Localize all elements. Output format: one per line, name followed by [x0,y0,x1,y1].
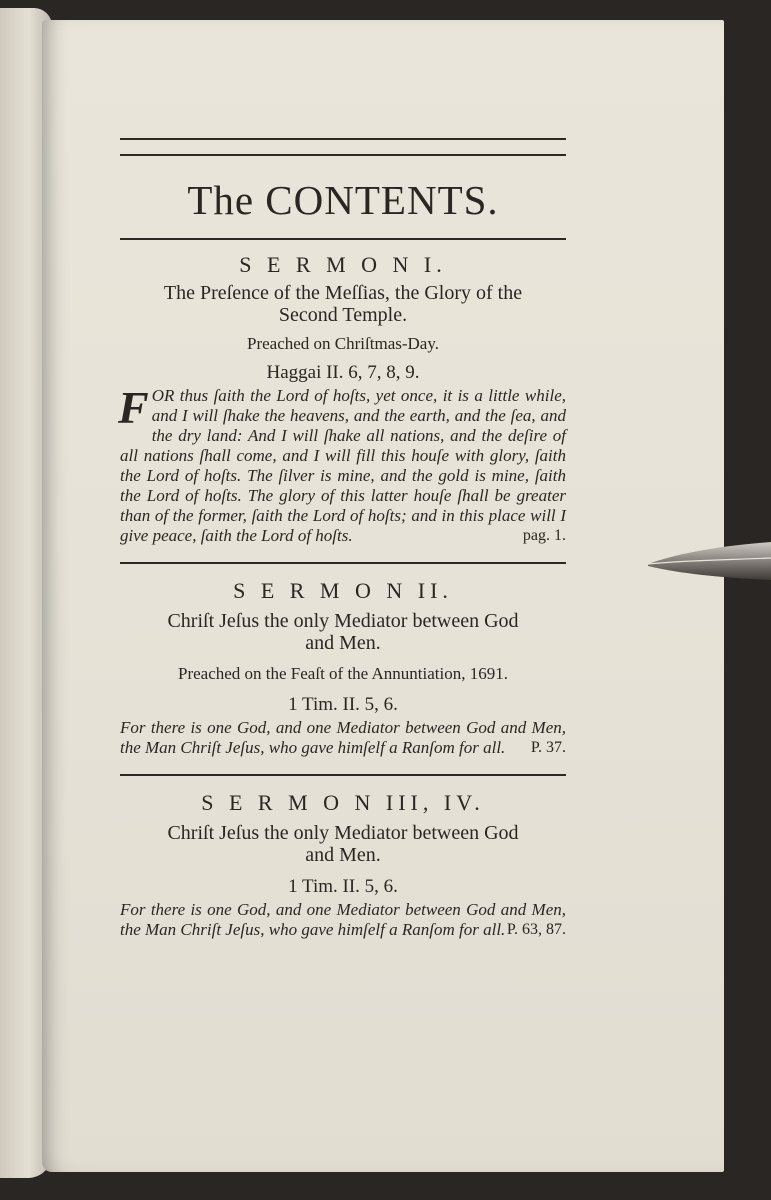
scripture-quote [118,382,566,546]
section-rule [120,562,566,564]
top-rule-1 [120,138,566,140]
sermon-title-line: and Men. [305,632,381,654]
sermon-title-line: The Preſence of the Meſſias, the Glory of the [163,282,523,304]
scripture-quote [120,718,566,758]
sermon-title-line: Second Temple. [278,304,408,326]
sermon-2 [120,576,566,758]
quote-text: OR thus ſaith the Lord of hoſts, yet once, it is a little while, and I will ſhake the heavens, and the earth, and the ſea, and the dry land: And I will ſhake all nations, and the deſire of all nations ſhall come, and I will fill this houſe with glory, ſaith the Lord of hoſts. The ſilver is mine, and the gold is mine, ſaith the Lord of hoſts. The glory of this latter houſe ſhall be greater than of the former, ſaith the Lord of hoſts; and in this place will I give peace, ſaith the Lord of hoſts. [120,386,566,545]
sermon-title-line: Chriſt Jeſus the only Mediator between God [167,822,519,844]
scripture-reference: 1 Tim. II. 5, 6. [288,876,398,897]
scripture-quote [120,900,566,940]
contents-block [120,20,566,940]
sermon-heading: S E R M O N II. [233,578,453,603]
letter-opener-blade [646,540,771,582]
top-rule-2 [120,154,566,156]
preached-note: Preached on the Feaſt of the Annuntiation, 1691. [177,664,508,683]
page-number: P. 63, 87. [506,921,566,938]
sermon-title-line: Chriſt Jeſus the only Mediator between God [167,610,519,632]
section-rule [120,774,566,776]
book-page [42,20,724,1172]
page-number: pag. 1. [522,527,566,544]
preached-note: Preached on Chriſtmas-Day. [247,334,439,353]
sermon-heading: S E R M O N I. [239,252,447,277]
sermon-3-4 [120,788,566,940]
scripture-reference: 1 Tim. II. 5, 6. [288,694,398,715]
quote-text: For there is one God, and one Mediator between God and Men, the Man Chriſt Jeſus, who gave himſelf a Ranſom for all. [120,718,566,757]
sermon-1 [120,250,566,546]
page-number: P. 37. [530,739,566,756]
scripture-reference: Haggai II. 6, 7, 8, 9. [266,362,420,383]
drop-cap: F [118,382,149,433]
page-title: The CONTENTS. [187,177,499,223]
quote-text: For there is one God, and one Mediator between God and Men, the Man Chriſt Jeſus, who gave himſelf a Ranſom for all. [120,900,566,939]
sermon-heading: S E R M O N III, IV. [201,790,485,815]
title-rule [120,238,566,240]
sermon-title-line: and Men. [305,844,381,866]
